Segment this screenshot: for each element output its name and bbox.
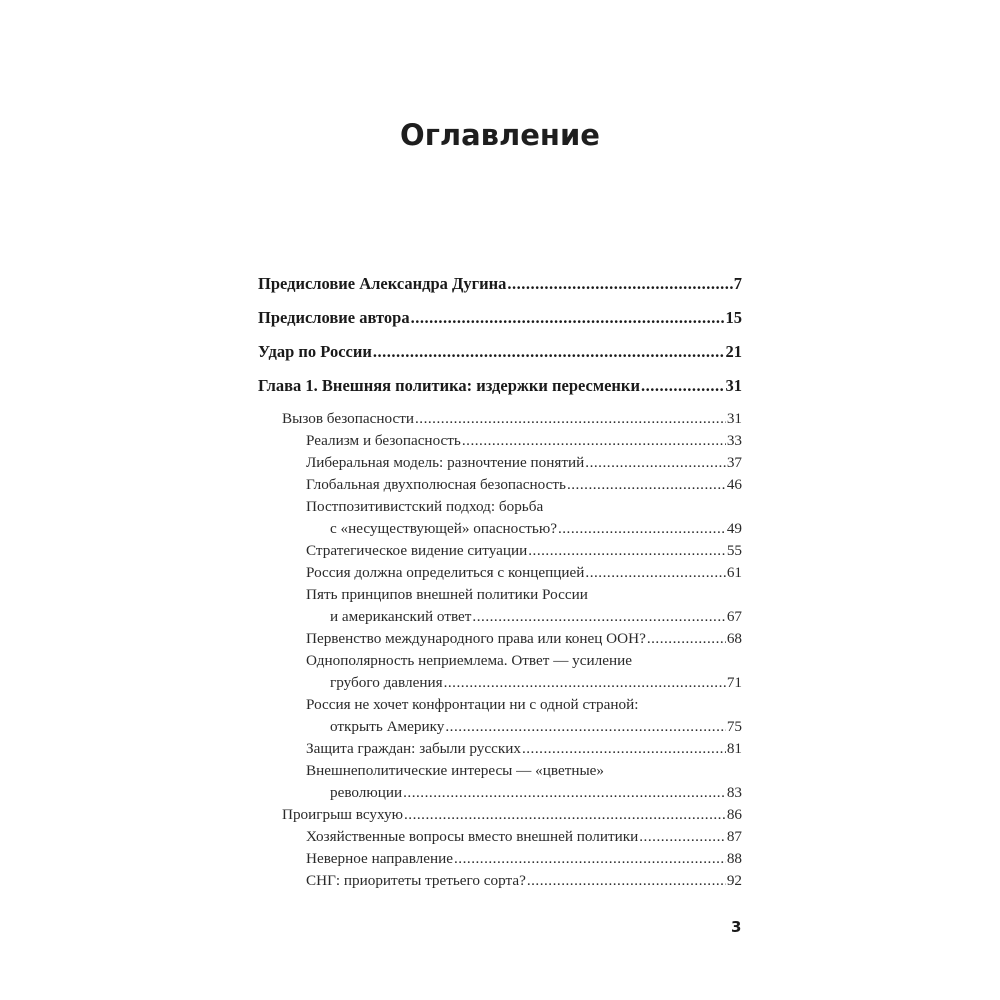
toc-entry[interactable] [258,584,742,628]
toc-entry-page: 86 [726,806,742,823]
toc-entry[interactable] [258,694,742,738]
dot-leader [507,272,732,296]
toc-entry[interactable] [258,408,742,430]
toc-entry-title: революции [330,784,403,801]
dot-leader [639,826,726,848]
toc-entry-title: СНГ: приоритеты третьего сорта? [306,872,526,889]
toc-entry-title: Проигрыш всухую [282,806,403,823]
dot-leader [647,628,726,650]
table-of-contents [258,272,742,892]
toc-entry[interactable] [258,826,742,848]
toc-entry-title: Первенство международного права или конец ООН? [306,630,646,647]
toc-entry[interactable] [258,474,742,496]
dot-leader [411,306,725,330]
toc-entry-title: Либеральная модель: разночтение понятий [306,454,585,471]
dot-leader [585,562,725,584]
toc-entry-title: Вызов безопасности [282,410,414,427]
dot-leader [528,540,726,562]
dot-leader [454,848,726,870]
toc-entry[interactable] [258,430,742,452]
toc-entry-page: 67 [726,608,742,625]
dot-leader [373,340,725,364]
toc-entry-page: 75 [726,718,742,735]
toc-entry-title: Глобальная двухполюсная безопасность [306,476,566,493]
toc-entry[interactable] [258,340,742,374]
toc-entry[interactable] [258,452,742,474]
page-title: Оглавление [400,118,600,152]
dot-leader [585,452,726,474]
toc-entry-title-line1: Однополярность неприемлема. Ответ — усиление [306,652,632,669]
toc-entry-page: 55 [726,542,742,559]
toc-entry-title: и американский ответ [330,608,472,625]
dot-leader [522,738,726,760]
toc-entry-title: Защита граждан: забыли русских [306,740,521,757]
toc-entry-page: 88 [726,850,742,867]
toc-entry-title: открыть Америку [330,718,445,735]
toc-entry[interactable] [258,562,742,584]
dot-leader [527,870,726,892]
dot-leader [472,606,725,628]
toc-entry[interactable] [258,738,742,760]
page-number: 3 [731,918,742,936]
toc-entry-title-line1: Пять принципов внешней политики России [306,586,588,603]
toc-entry-page: 71 [726,674,742,691]
dot-leader [415,408,726,430]
toc-entry-page: 81 [726,740,742,757]
toc-entry-page: 31 [725,376,742,395]
toc-entry-title: Реализм и безопасность [306,432,461,449]
toc-entry-page: 83 [726,784,742,801]
toc-entry-title: Россия должна определиться с концепцией [306,564,585,581]
dot-leader [567,474,726,496]
toc-entry[interactable] [258,870,742,892]
toc-entry[interactable] [258,540,742,562]
dot-leader [404,804,726,826]
dot-leader [444,672,726,694]
toc-entry-page: 37 [726,454,742,471]
toc-entry[interactable] [258,628,742,650]
toc-entry-title: Глава 1. Внешняя политика: издержки пересменки [258,376,640,395]
dot-leader [445,716,725,738]
toc-entry-page: 31 [726,410,742,427]
toc-entry[interactable] [258,804,742,826]
toc-entry-title: грубого давления [330,674,443,691]
dot-leader [641,374,725,398]
toc-entry-page: 49 [726,520,742,537]
toc-entry[interactable] [258,272,742,306]
toc-entry-title: Хозяйственные вопросы вместо внешней политики [306,828,639,845]
toc-entry-page: 68 [726,630,742,647]
dot-leader [558,518,726,540]
toc-entry[interactable] [258,848,742,870]
toc-entry-page: 46 [726,476,742,493]
toc-entry[interactable] [258,760,742,804]
toc-entry-page: 92 [726,872,742,889]
toc-entry-title: Предисловие автора [258,308,410,327]
toc-entry-title-line1: Постпозитивистский подход: борьба [306,498,544,515]
dot-leader [462,430,726,452]
toc-entry-title: Предисловие Александра Дугина [258,274,507,293]
toc-entry-title: Удар по России [258,342,372,361]
dot-leader [403,782,726,804]
toc-entry-title: Неверное направление [306,850,453,867]
toc-entry-page: 21 [725,342,742,361]
toc-entry-page: 61 [726,564,742,581]
toc-entry[interactable] [258,374,742,408]
toc-entry-title: Стратегическое видение ситуации [306,542,528,559]
toc-entry-page: 7 [733,274,742,293]
toc-entry[interactable] [258,496,742,540]
toc-entry[interactable] [258,306,742,340]
toc-entry-title-line1: Внешнеполитические интересы — «цветные» [306,762,605,779]
toc-entry-title-line1: Россия не хочет конфронтации ни с одной страной: [306,696,639,713]
toc-entry-page: 87 [726,828,742,845]
toc-entry-title: с «несуществующей» опасностью? [330,520,557,537]
toc-entry-page: 15 [725,308,742,327]
toc-entry[interactable] [258,650,742,694]
toc-entry-page: 33 [726,432,742,449]
